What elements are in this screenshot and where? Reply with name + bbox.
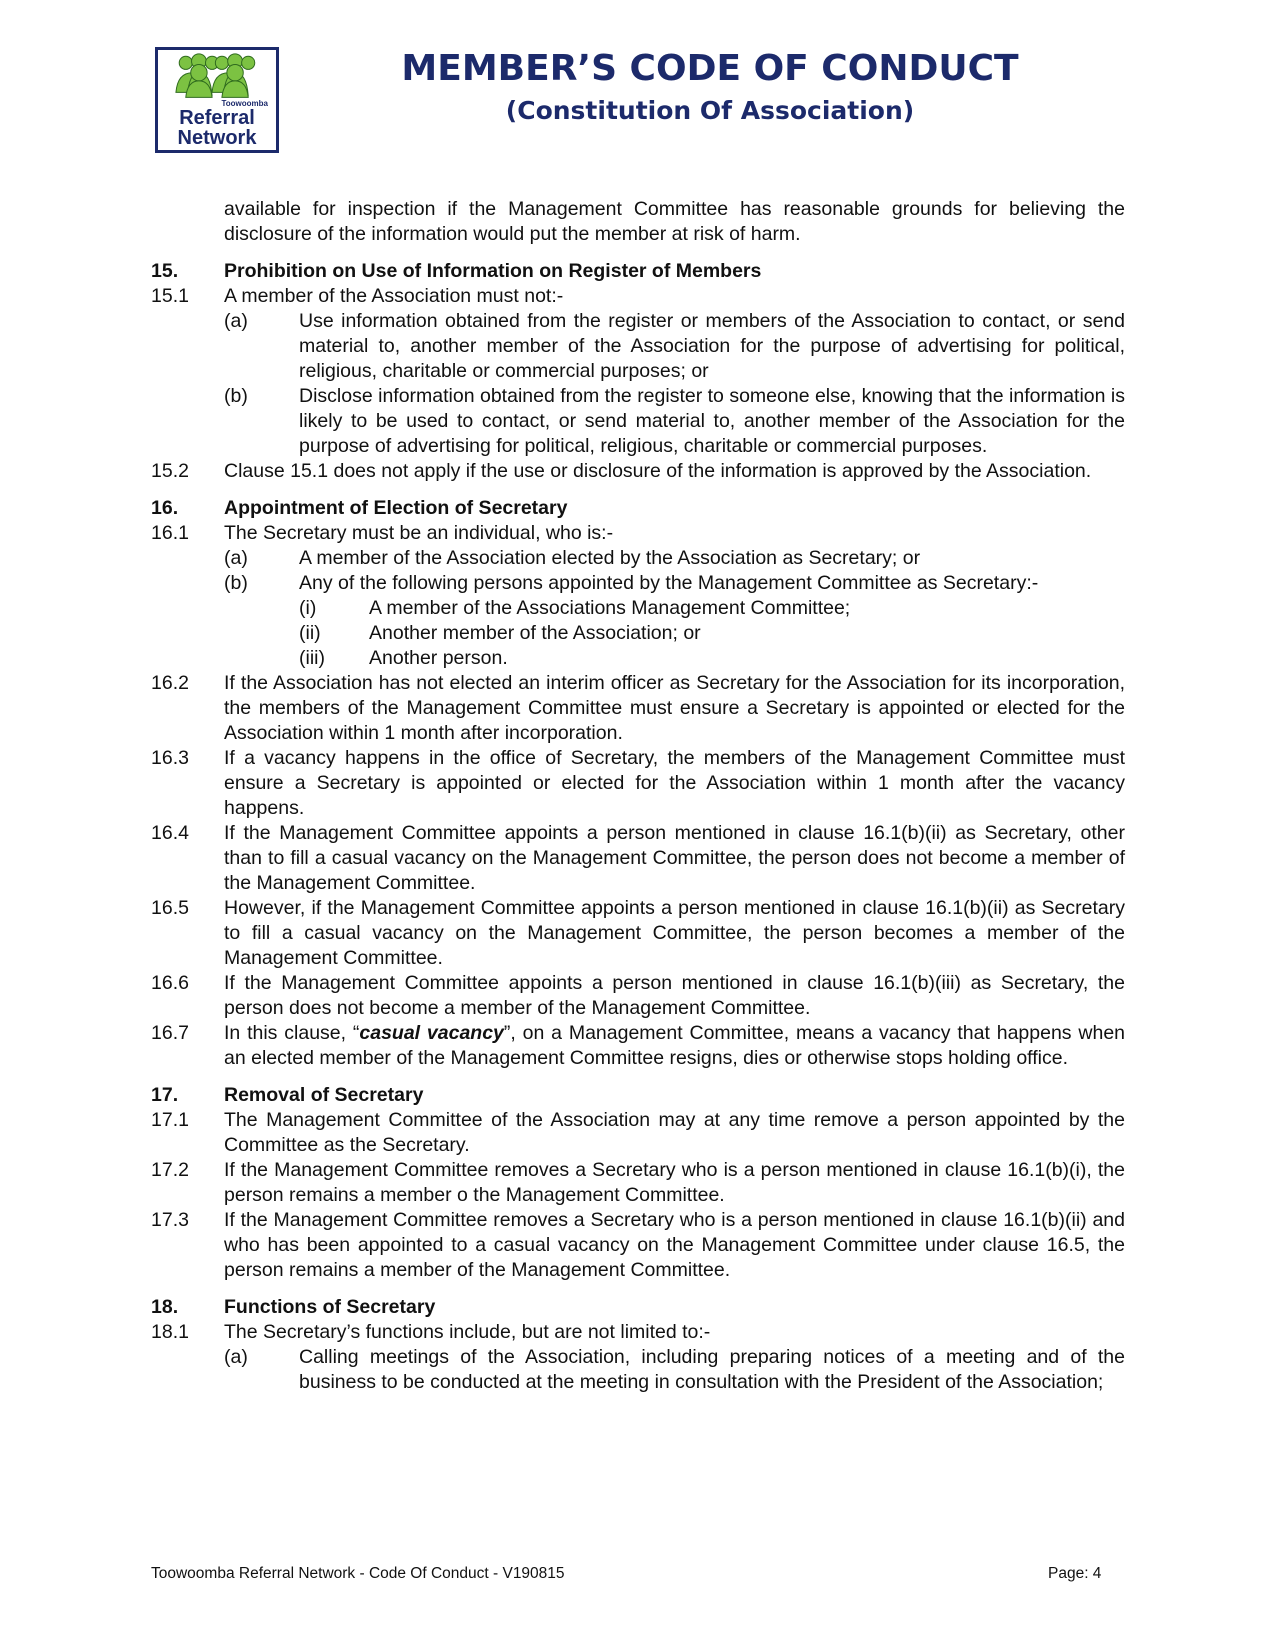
logo bbox=[155, 47, 279, 153]
sub-clause-number: (a) bbox=[224, 1346, 248, 1368]
sub-clause-text: Disclose information obtained from the register to someone else, knowing that the information is likely to be used to contact, or send material to, another member of the Association for the purpose of advertising for political, religious, charitable or commercial purposes. bbox=[299, 385, 1125, 457]
clause-number: 16.3 bbox=[151, 747, 189, 769]
logo-small-text: Toowoomba bbox=[221, 99, 268, 108]
clause-text: A member of the Association must not:- bbox=[224, 285, 564, 307]
sub-sub-clause bbox=[299, 621, 1125, 646]
clause-number: 17.3 bbox=[151, 1209, 189, 1231]
clause-text: Clause 15.1 does not apply if the use or disclosure of the information is approved by the Association. bbox=[224, 460, 1092, 482]
sub-clause bbox=[224, 1345, 1125, 1395]
clause-text: In this clause, “ bbox=[224, 1022, 360, 1044]
clause-number: 15.2 bbox=[151, 460, 189, 482]
section-heading bbox=[151, 496, 1125, 521]
clause-number: 17.2 bbox=[151, 1159, 189, 1181]
page-title: MEMBER’S CODE OF CONDUCT bbox=[401, 48, 1019, 89]
clause bbox=[151, 671, 1125, 746]
section-heading bbox=[151, 1083, 1125, 1108]
clause-text: However, if the Management Committee appoints a person mentioned in clause 16.1(b)(ii) as Secretary to fill a casual vacancy on the Management Committee, the person becomes a member of the Management Committee. bbox=[224, 897, 1125, 969]
clause bbox=[151, 459, 1125, 484]
clause bbox=[151, 746, 1125, 821]
clause-number: 18.1 bbox=[151, 1321, 189, 1343]
sub-clause-number: (b) bbox=[224, 385, 248, 407]
emphasis-term: casual vacancy bbox=[359, 1022, 504, 1044]
section-heading-text: Prohibition on Use of Information on Register of Members bbox=[224, 260, 762, 282]
clause bbox=[151, 521, 1125, 546]
clause-text: The Secretary must be an individual, who is:- bbox=[224, 522, 614, 544]
page-number: Page: 4 bbox=[1048, 1565, 1102, 1582]
sub-clause bbox=[224, 309, 1125, 384]
clause bbox=[151, 284, 1125, 309]
clause-number: 16.6 bbox=[151, 972, 189, 994]
logo-line1: Referral bbox=[179, 107, 255, 129]
section-heading-number: 17. bbox=[151, 1084, 179, 1106]
clause-number: 15.1 bbox=[151, 285, 189, 307]
clause-number: 17.1 bbox=[151, 1109, 189, 1131]
section-heading-text: Functions of Secretary bbox=[224, 1296, 436, 1318]
clause-number: 16.7 bbox=[151, 1022, 189, 1044]
sub-sub-clause-number: (i) bbox=[299, 597, 317, 619]
sub-sub-clause bbox=[299, 596, 1125, 621]
section-heading bbox=[151, 1295, 1125, 1320]
section-heading-text: Removal of Secretary bbox=[224, 1084, 424, 1106]
sub-clause bbox=[224, 546, 1125, 571]
sub-sub-clause-text: Another person. bbox=[369, 647, 508, 669]
sub-clause-number: (a) bbox=[224, 310, 248, 332]
clause bbox=[151, 1158, 1125, 1208]
sub-sub-clause-number: (ii) bbox=[299, 622, 321, 644]
logo-line2: Network bbox=[177, 127, 257, 149]
clause-text: If the Management Committee appoints a person mentioned in clause 16.1(b)(iii) as Secretary, the person does not become a member of the Management Committee. bbox=[224, 972, 1125, 1019]
section-heading-number: 18. bbox=[151, 1296, 179, 1318]
sub-sub-clause-text: Another member of the Association; or bbox=[369, 622, 701, 644]
clause bbox=[151, 1320, 1125, 1345]
clause-text bbox=[224, 1021, 1125, 1071]
clause-text: If the Management Committee removes a Secretary who is a person mentioned in clause 16.1(b)(ii) and who has been appointed to a casual vacancy on the Management Committee under clause 16.5, the person remains a member of the Management Committee. bbox=[224, 1209, 1125, 1281]
section-heading bbox=[151, 259, 1125, 284]
clause bbox=[151, 1108, 1125, 1158]
sub-clause bbox=[224, 571, 1125, 596]
section-heading-text: Appointment of Election of Secretary bbox=[224, 497, 568, 519]
clause-text: If a vacancy happens in the office of Secretary, the members of the Management Committee must ensure a Secretary is appointed or elected for the Association within 1 month after the vacancy happens. bbox=[224, 747, 1125, 819]
section-heading-number: 15. bbox=[151, 260, 179, 282]
clause-number: 16.1 bbox=[151, 522, 189, 544]
sub-sub-clause bbox=[299, 646, 1125, 671]
sub-clause-text: Calling meetings of the Association, including preparing notices of a meeting and of the business to be conducted at the meeting in consultation with the President of the Association; bbox=[299, 1346, 1125, 1393]
clause-number: 16.2 bbox=[151, 672, 189, 694]
sub-clause bbox=[224, 384, 1125, 459]
sub-clause-number: (a) bbox=[224, 547, 248, 569]
clause bbox=[151, 1208, 1125, 1283]
continuation-paragraph: available for inspection if the Management Committee has reasonable grounds for believing the disclosure of the information would put the member at risk of harm. bbox=[224, 198, 1125, 245]
clause bbox=[151, 1021, 1125, 1071]
clause bbox=[151, 896, 1125, 971]
page-subtitle: (Constitution Of Association) bbox=[505, 96, 915, 125]
clause-text: If the Association has not elected an interim officer as Secretary for the Association for its incorporation, the members of the Management Committee must ensure a Secretary is appointed or elected for the Association within 1 month after incorporation. bbox=[224, 672, 1125, 744]
clause-text: The Management Committee of the Association may at any time remove a person appointed by the Committee as the Secretary. bbox=[224, 1109, 1125, 1156]
sub-sub-clause-number: (iii) bbox=[299, 647, 325, 669]
section-heading-number: 16. bbox=[151, 497, 179, 519]
clause-number: 16.5 bbox=[151, 897, 189, 919]
clause-text: If the Management Committee removes a Secretary who is a person mentioned in clause 16.1(b)(i), the person remains a member o the Management Committee. bbox=[224, 1159, 1125, 1206]
footer-title: Toowoomba Referral Network - Code Of Conduct - V190815 bbox=[151, 1565, 565, 1582]
people-icon bbox=[167, 53, 267, 99]
sub-sub-clause-text: A member of the Associations Management Committee; bbox=[369, 597, 851, 619]
clause-text: The Secretary’s functions include, but are not limited to:- bbox=[224, 1321, 711, 1343]
sub-clause-number: (b) bbox=[224, 572, 248, 594]
clause-number: 16.4 bbox=[151, 822, 189, 844]
clause-text: ”, on a Management Committee, means a vacancy that happens when an elected member of the Management Committee resigns, dies or otherwise stops holding office. bbox=[224, 1022, 1126, 1069]
document-body bbox=[151, 197, 1125, 1395]
clause bbox=[151, 821, 1125, 896]
sub-clause-text: A member of the Association elected by the Association as Secretary; or bbox=[299, 547, 921, 569]
sub-clause-text: Use information obtained from the register or members of the Association to contact, or send material to, another member of the Association for the purpose of advertising for political, religious, charitable or commercial purposes; or bbox=[299, 310, 1125, 382]
clause-text: If the Management Committee appoints a person mentioned in clause 16.1(b)(ii) as Secretary, other than to fill a casual vacancy on the Management Committee, the person does not become a member of the Management Committee. bbox=[224, 822, 1125, 894]
sub-clause-text: Any of the following persons appointed by the Management Committee as Secretary:- bbox=[299, 572, 1039, 594]
clause bbox=[151, 971, 1125, 1021]
